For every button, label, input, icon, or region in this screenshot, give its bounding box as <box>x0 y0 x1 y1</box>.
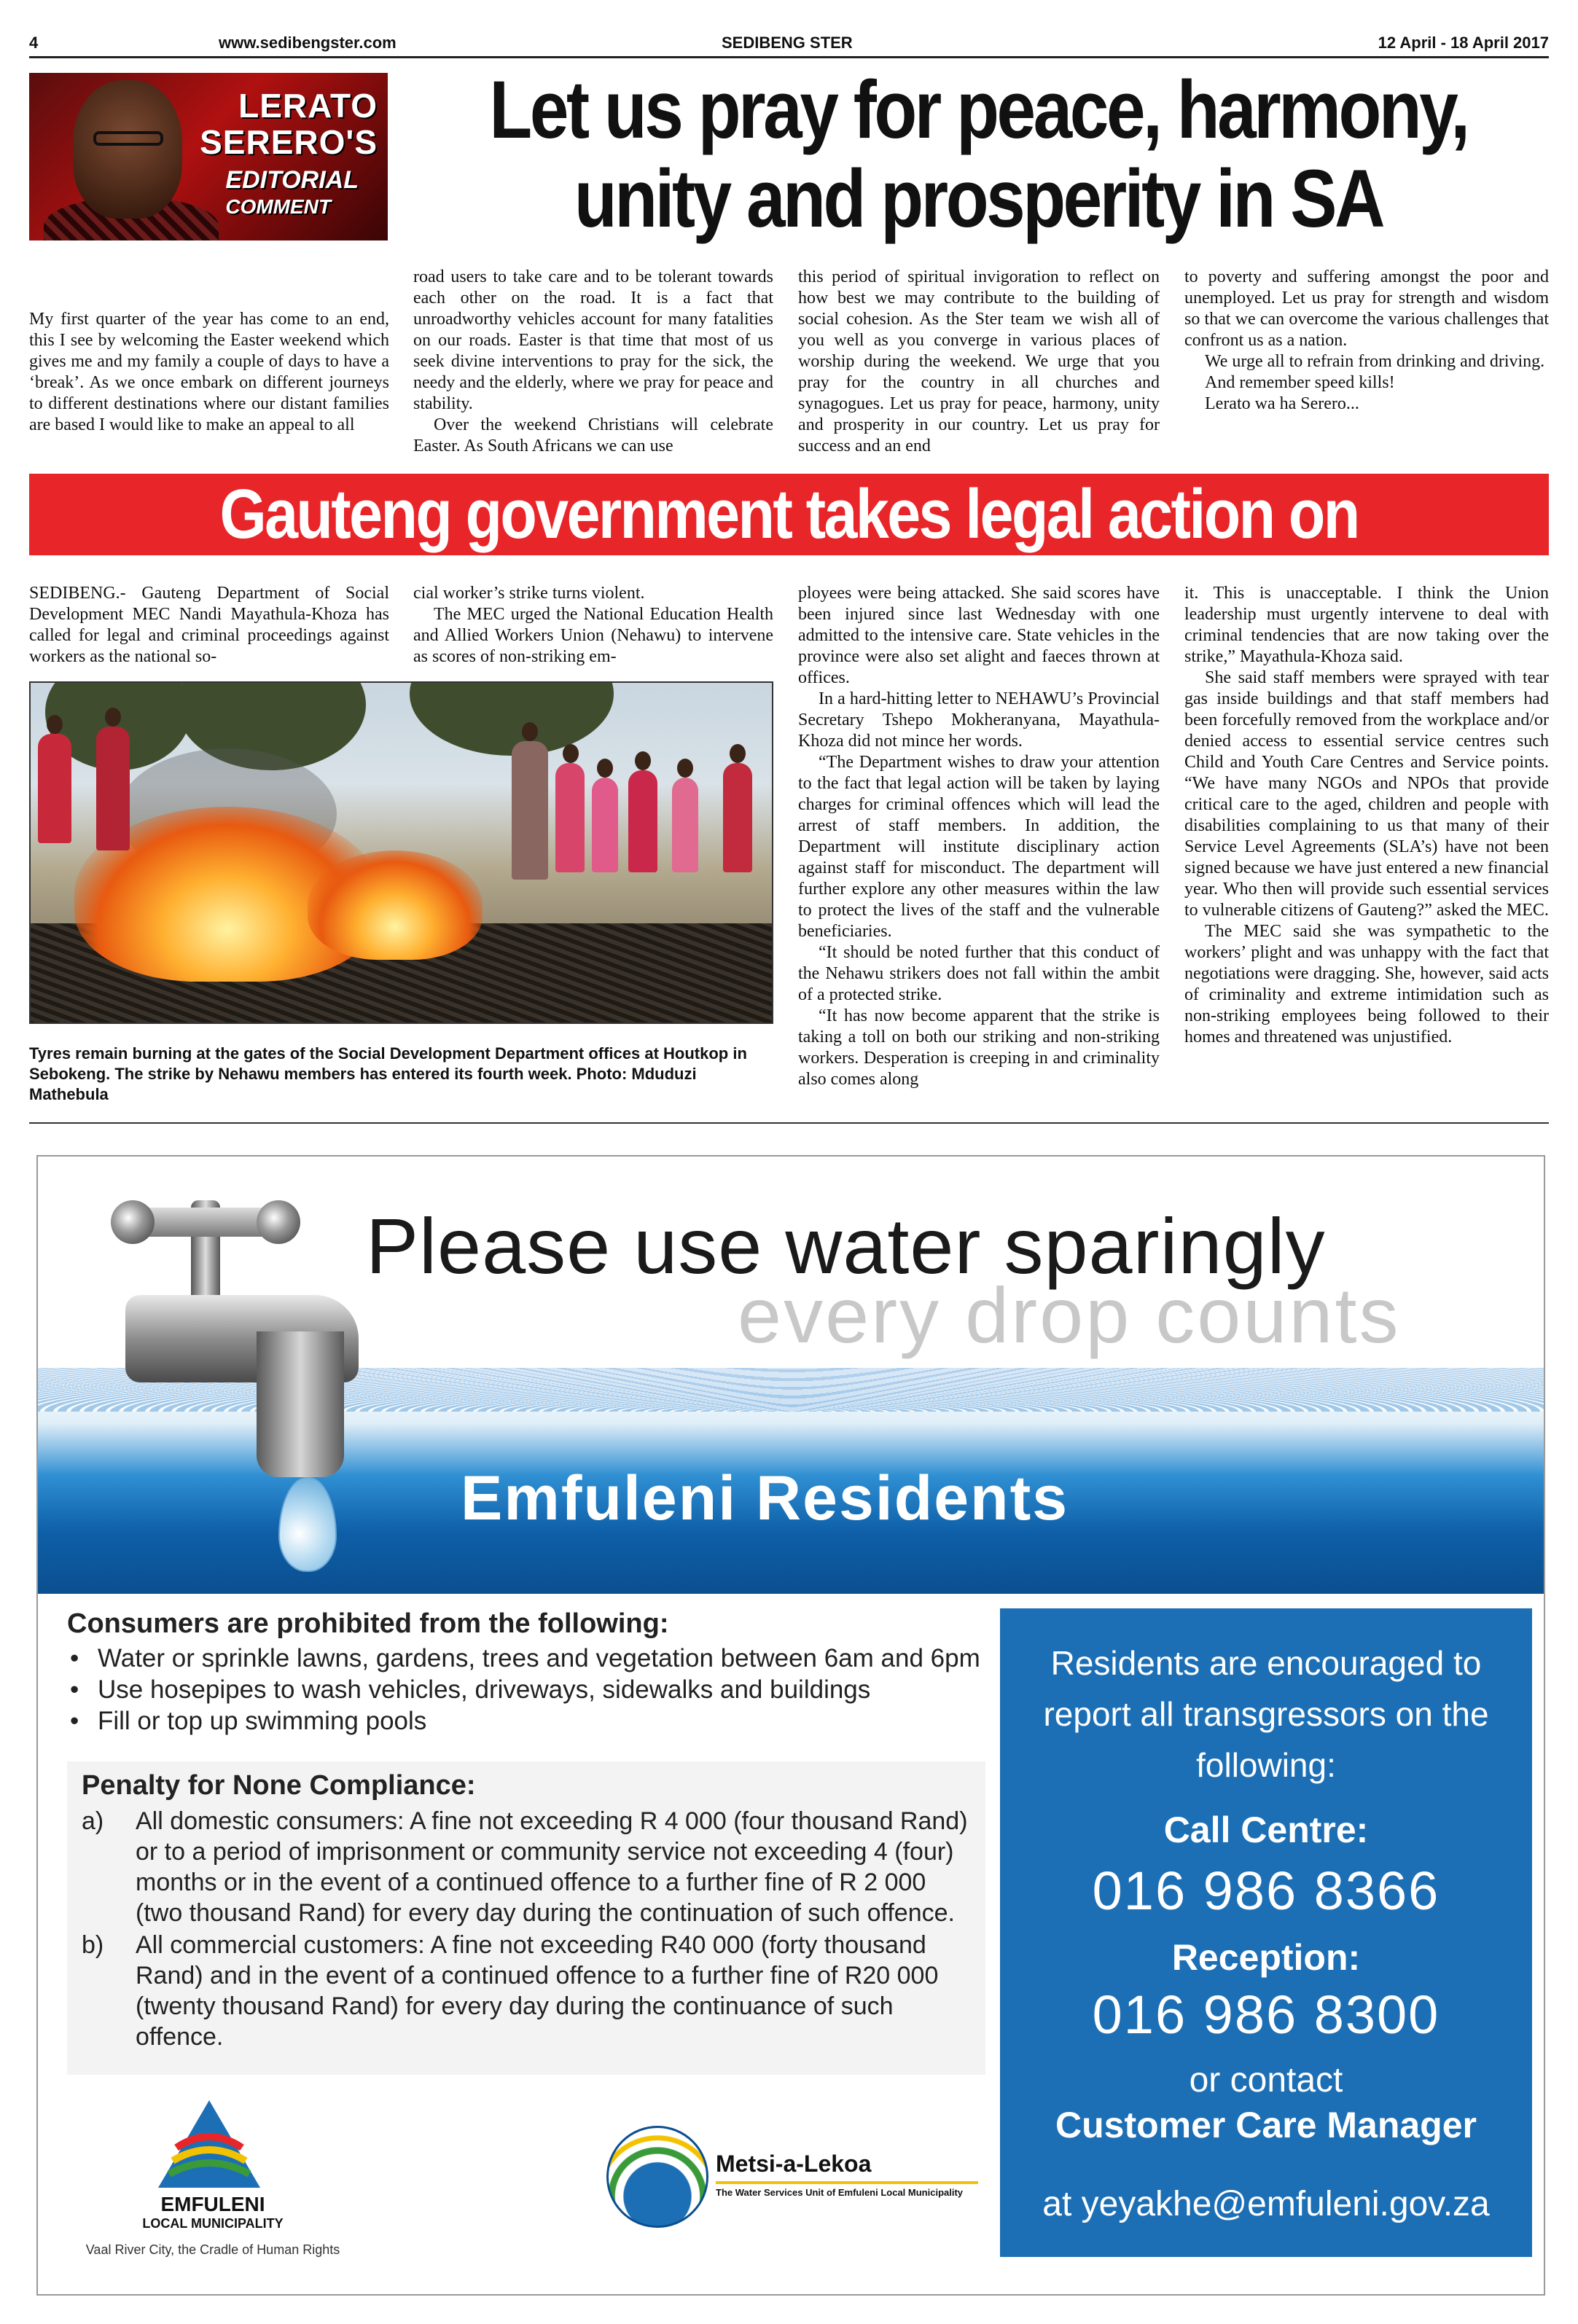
article-paragraph: The MEC urged the National Education Health and Allied Workers Union (Nehawu) to intervene as scores of non-striking em- <box>413 605 773 666</box>
photo-person-head <box>597 759 613 778</box>
website-url[interactable]: www.sedibengster.com <box>219 34 397 52</box>
reception-label: Reception: <box>1171 1937 1361 1978</box>
photo-person-head <box>730 744 746 763</box>
photo-person <box>38 734 71 843</box>
penalty-box <box>67 1761 985 2075</box>
photo-fire <box>308 850 483 960</box>
emfuleni-shield-icon <box>155 2097 264 2191</box>
editorial-paragraph: road users to take care and to be tolerant towards each other on the road. It is a fact that unroadworthy vehicles account for many fatalities on our roads. Easter is that time that most of us seek divine interventions to pray for the sick, the needy and the elderly, where we pray for peace and stability. <box>413 267 773 413</box>
photo-person-head <box>47 715 63 734</box>
water-advert <box>36 1155 1545 2296</box>
or-contact-text: or contact <box>1189 2061 1343 2100</box>
editorial-column-1 <box>29 309 389 436</box>
page-header <box>29 29 1549 58</box>
prohibited-heading: Consumers are prohibited from the following: <box>67 1608 669 1639</box>
article-paragraph: SEDIBENG.- Gauteng Department of Social Development MEC Nandi Mayathula-Khoza has called for legal and criminal proceedings against workers as the national so- <box>29 584 389 666</box>
customer-care-email[interactable]: at yeyakhe@emfuleni.gov.za <box>1042 2185 1490 2223</box>
photo-person <box>555 763 585 872</box>
editorial-column-2 <box>413 267 773 457</box>
editorial-headline-line2: unity and prosperity in SA <box>574 153 1383 244</box>
editorial-paragraph: this period of spiritual invigoration to reflect on how best we may contribute to the building of social cohesion. As the Ster team we wish all of you well as you converge in various places of worship during the weekend. We urge that you pray for the country in all churches and synagogues. Let us pray for peace, harmony, unity and prosperity in our country. Let us pray for success and an end <box>798 267 1160 455</box>
photo-person <box>96 727 130 850</box>
article-paragraph: “It should be noted further that this conduct of the Nehawu strikers does not fall within the ambit of a protected strike. <box>798 943 1160 1004</box>
call-centre-number[interactable]: 016 986 8366 <box>1092 1861 1440 1921</box>
article-headline: Gauteng government takes legal action on strikers <box>219 475 1359 626</box>
reception-number[interactable]: 016 986 8300 <box>1092 1984 1440 2045</box>
article-column-2 <box>413 583 773 668</box>
photo-person <box>672 778 698 872</box>
author-portrait <box>73 80 182 219</box>
editorial-paragraph: to poverty and suffering amongst the poor and unemployed. Let us pray for strength and wisdom so that we can overcome the various challenges that confront us as a nation. <box>1184 267 1549 350</box>
editorial-paragraph: My first quarter of the year has come to an end, this I see by welcoming the Easter weekend which gives me and my family a couple of days to have a ‘break’. As we once embark on different journeys to different destinations where our distant families are based I would like to make an appeal to all <box>29 310 389 434</box>
penalty-item-label: a) <box>82 1807 104 1835</box>
photo-person-head <box>563 744 579 763</box>
metsi-name: Metsi-a-Lekoa <box>716 2151 872 2177</box>
editorial-paragraph: And remember speed kills! <box>1205 373 1395 392</box>
prohibited-list <box>67 1608 985 1737</box>
article-paragraph: “The Department wishes to draw your attention to the fact that legal action will be taken by laying charges for criminal offences which will lead the arrest of staff members. In addition, the Department will institute disciplinary action against staff for misconduct. The department will further explore any other measures within the law to protect the lives of the staff and the vulnerable beneficiaries. <box>798 753 1160 941</box>
photo-person <box>592 778 618 872</box>
photo-person-head <box>105 708 121 727</box>
photo-caption: Tyres remain burning at the gates of the Social Development Department offices at Houtkop in Sebokeng. The strike by Nehawu members has entered its fourth week. Photo: Mduduzi Mathebula <box>29 1044 747 1103</box>
article-paragraph: ployees were being attacked. She said scores have been injured since last Wednesday with one admitted to the intensive care. State vehicles in the province were also set alight and faeces thrown at offices. <box>798 584 1160 687</box>
editorial-headline-line1: Let us pray for peace, harmony, <box>489 64 1468 155</box>
section-divider <box>29 1122 1549 1124</box>
call-centre-label: Call Centre: <box>1163 1809 1369 1850</box>
banner-author-last: SERERO'S <box>200 123 378 161</box>
metsi-emblem-icon <box>606 2126 708 2228</box>
tap-icon-knob <box>111 1200 155 1244</box>
editorial-paragraph: Over the weekend Christians will celebrate Easter. As South Africans we can use <box>413 415 773 455</box>
penalty-item-text: All commercial customers: A fine not exceeding R40 000 (forty thousand Rand) and in the event of a continued offence to a further fine of R20 000 (twenty thousand Rand) for every day during the continuance of such offence. <box>136 1931 939 2051</box>
photo-person <box>512 741 548 880</box>
prohibited-item: • Water or sprinkle lawns, gardens, trees and vegetation between 6am and 6pm <box>67 1643 985 1674</box>
advert-banner: Emfuleni Residents <box>461 1463 1069 1533</box>
emfuleni-tagline: Vaal River City, the Cradle of Human Rights <box>85 2242 340 2257</box>
metsi-sub: The Water Services Unit of Emfuleni Local Municipality <box>716 2187 964 2198</box>
advert-title: Please use water sparingly <box>366 1202 1326 1290</box>
editorial-column-4 <box>1184 267 1549 415</box>
editorial-banner <box>29 73 388 240</box>
advert-subtitle: every drop counts <box>738 1271 1401 1359</box>
metsi-a-lekoa-logo <box>606 2126 985 2257</box>
article-column-1 <box>29 583 389 668</box>
photo-person <box>723 763 752 872</box>
article-column-4 <box>1184 583 1549 1048</box>
article-paragraph: it. This is unacceptable. I think the Union leadership must urgently intervene to deal with criminal tendencies that are now taking over the strike,” Mayathula-Khoza said. <box>1184 584 1549 666</box>
metsi-underline <box>716 2181 978 2184</box>
page-number: 4 <box>29 34 39 52</box>
photo-tree <box>410 681 614 756</box>
emfuleni-name: EMFULENI <box>160 2193 265 2215</box>
photo-person-head <box>635 751 651 770</box>
penalty-item-text: All domestic consumers: A fine not exceeding R 4 000 (four thousand Rand) or to a period of imprisonment or community service not exceeding 4 (four) months or in the event of a continued offence to a further fine of R 2 000 (two thousand Rand) for every day during the continuation of such offence. <box>136 1807 968 1927</box>
article-paragraph: cial worker’s strike turns violent. <box>413 584 645 603</box>
editorial-paragraph: We urge all to refrain from drinking and driving. <box>1205 352 1545 371</box>
article-paragraph: She said staff members were sprayed with tear gas inside buildings and that staff members had been forcefully removed from the workplace and/or denied access to essential service centres such Child and Youth Care Centres and Service points. “We have many NGOs and NPOs that provide critical care to the aged, children and people with disabilities complaining to us that many of their Service Level Agreements (SLA’s) have not been signed because we have just entered a new financial year. Who then will provide such essential services to vulnerable citizens of Gauteng?” asked the MEC. <box>1184 668 1549 920</box>
article-paragraph: “It has now become apparent that the strike is taking a toll on both our striking and non-striking workers. Desperation is creeping in and criminality also comes along <box>798 1006 1160 1089</box>
report-intro: Residents are encouraged to report all transgressors on the following: <box>1043 1644 1489 1784</box>
customer-care-label: Customer Care Manager <box>1055 2105 1477 2145</box>
banner-author-first: LERATO <box>238 87 378 125</box>
photo-person-head <box>677 759 693 778</box>
penalty-item <box>82 1806 971 1928</box>
editorial-headline <box>488 66 1469 243</box>
strike-photo <box>29 681 773 1024</box>
emfuleni-sub: LOCAL MUNICIPALITY <box>142 2216 284 2231</box>
report-contact-box <box>1000 1608 1532 2170</box>
penalty-item-label: b) <box>82 1931 104 1959</box>
prohibited-item: • Use hosepipes to wash vehicles, driveways, sidewalks and buildings <box>67 1674 985 1705</box>
author-glasses <box>93 131 163 146</box>
tap-icon-spout <box>257 1331 344 1477</box>
photo-person-head <box>522 722 538 741</box>
issue-date: 12 April - 18 April 2017 <box>1378 34 1549 52</box>
banner-comment: COMMENT <box>225 195 331 218</box>
report-email-box <box>1000 2170 1532 2257</box>
article-paragraph: In a hard-hitting letter to NEHAWU’s Provincial Secretary Tshepo Mokheranyana, Mayathula-Khoza did not mince her words. <box>798 689 1160 751</box>
emfuleni-logo <box>67 2097 373 2272</box>
tap-icon-knob <box>257 1200 300 1244</box>
editorial-column-3 <box>798 267 1160 457</box>
article-paragraph: The MEC said she was sympathetic to the workers’ plight and was unhappy with the fact that negotiations were dragging. She, however, said acts of criminality and extreme intimidation such as non-striking employees being followed to their homes and threatened was unjustified. <box>1184 922 1549 1046</box>
banner-editorial: EDITORIAL <box>225 166 359 194</box>
article-column-3 <box>798 583 1160 1090</box>
photo-person <box>628 770 657 872</box>
penalty-item <box>82 1930 971 2052</box>
prohibited-item: • Fill or top up swimming pools <box>67 1705 985 1737</box>
paper-name: SEDIBENG STER <box>722 34 853 52</box>
editorial-signoff: Lerato wa ha Serero... <box>1205 394 1359 413</box>
penalty-heading: Penalty for None Compliance: <box>82 1770 476 1801</box>
